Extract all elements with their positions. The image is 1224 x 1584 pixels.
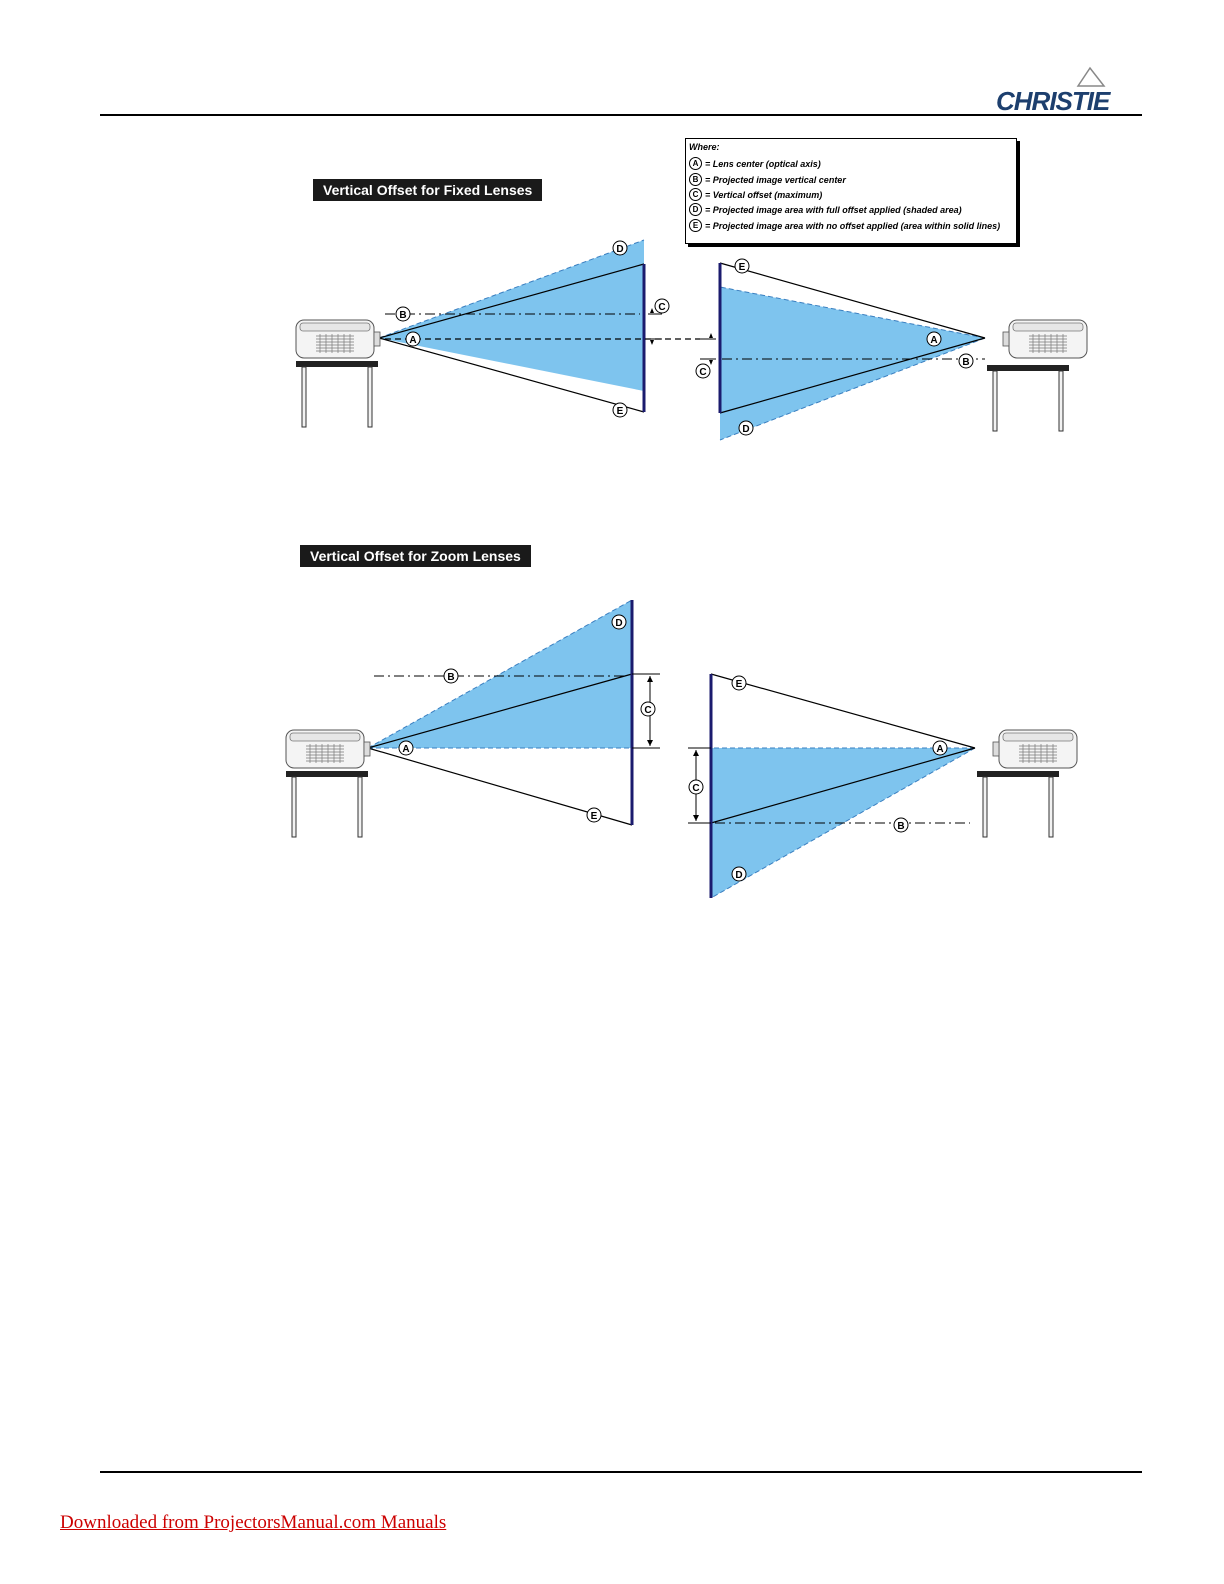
label-d: D — [735, 870, 743, 881]
fixed-lenses-title: Vertical Offset for Fixed Lenses — [313, 179, 542, 201]
table-icon — [296, 361, 378, 427]
projector-icon — [1003, 320, 1087, 358]
label-d: D — [615, 618, 623, 629]
legend-letter: E — [689, 219, 702, 232]
projector-icon — [286, 730, 370, 768]
label-a: A — [409, 335, 417, 346]
label-d: D — [742, 424, 750, 435]
legend-letter: A — [689, 157, 702, 170]
brand-name: CHRISTIE — [996, 86, 1110, 116]
footer-rule — [100, 1471, 1142, 1473]
label-c: C — [692, 783, 700, 794]
legend-text: = Lens center (optical axis) — [705, 158, 821, 169]
label-b: B — [447, 672, 455, 683]
fixed-right-diagram — [700, 263, 1087, 440]
label-d: D — [616, 244, 624, 255]
label-e: E — [738, 262, 746, 273]
label-e: E — [590, 811, 598, 822]
label-e: E — [616, 406, 624, 417]
download-source-link[interactable]: Downloaded from ProjectorsManual.com Manuals — [60, 1512, 447, 1533]
label-b: B — [897, 821, 905, 832]
fixed-left-diagram — [296, 240, 700, 427]
label-c: C — [699, 367, 707, 378]
label-a: A — [936, 744, 944, 755]
legend-letter: C — [689, 188, 702, 201]
label-c: C — [644, 705, 652, 716]
zoom-left-diagram — [286, 600, 660, 837]
zoom-lenses-title: Vertical Offset for Zoom Lenses — [300, 545, 531, 567]
table-icon — [987, 365, 1069, 431]
shaded-projection-area — [379, 240, 644, 391]
label-c: C — [658, 302, 666, 313]
legend-letter: D — [689, 203, 702, 216]
label-a: A — [402, 744, 410, 755]
label-b: B — [399, 310, 407, 321]
legend-text: = Vertical offset (maximum) — [705, 189, 823, 200]
projector-icon — [993, 730, 1077, 768]
legend-text: = Projected image area with full offset applied (shaded area) — [705, 204, 962, 215]
table-icon — [286, 771, 368, 837]
projector-icon — [296, 320, 380, 358]
label-a: A — [930, 335, 938, 346]
legend-title: Where: — [689, 142, 720, 152]
table-icon — [977, 771, 1059, 837]
legend-text: = Projected image area with no offset applied (area within solid lines) — [705, 220, 1001, 231]
shaded-projection-area — [720, 287, 985, 440]
legend-letter: B — [689, 173, 702, 186]
zoom-right-diagram — [688, 674, 1077, 898]
label-e: E — [735, 679, 743, 690]
label-b: B — [962, 357, 970, 368]
legend-text: = Projected image vertical center — [705, 174, 846, 185]
